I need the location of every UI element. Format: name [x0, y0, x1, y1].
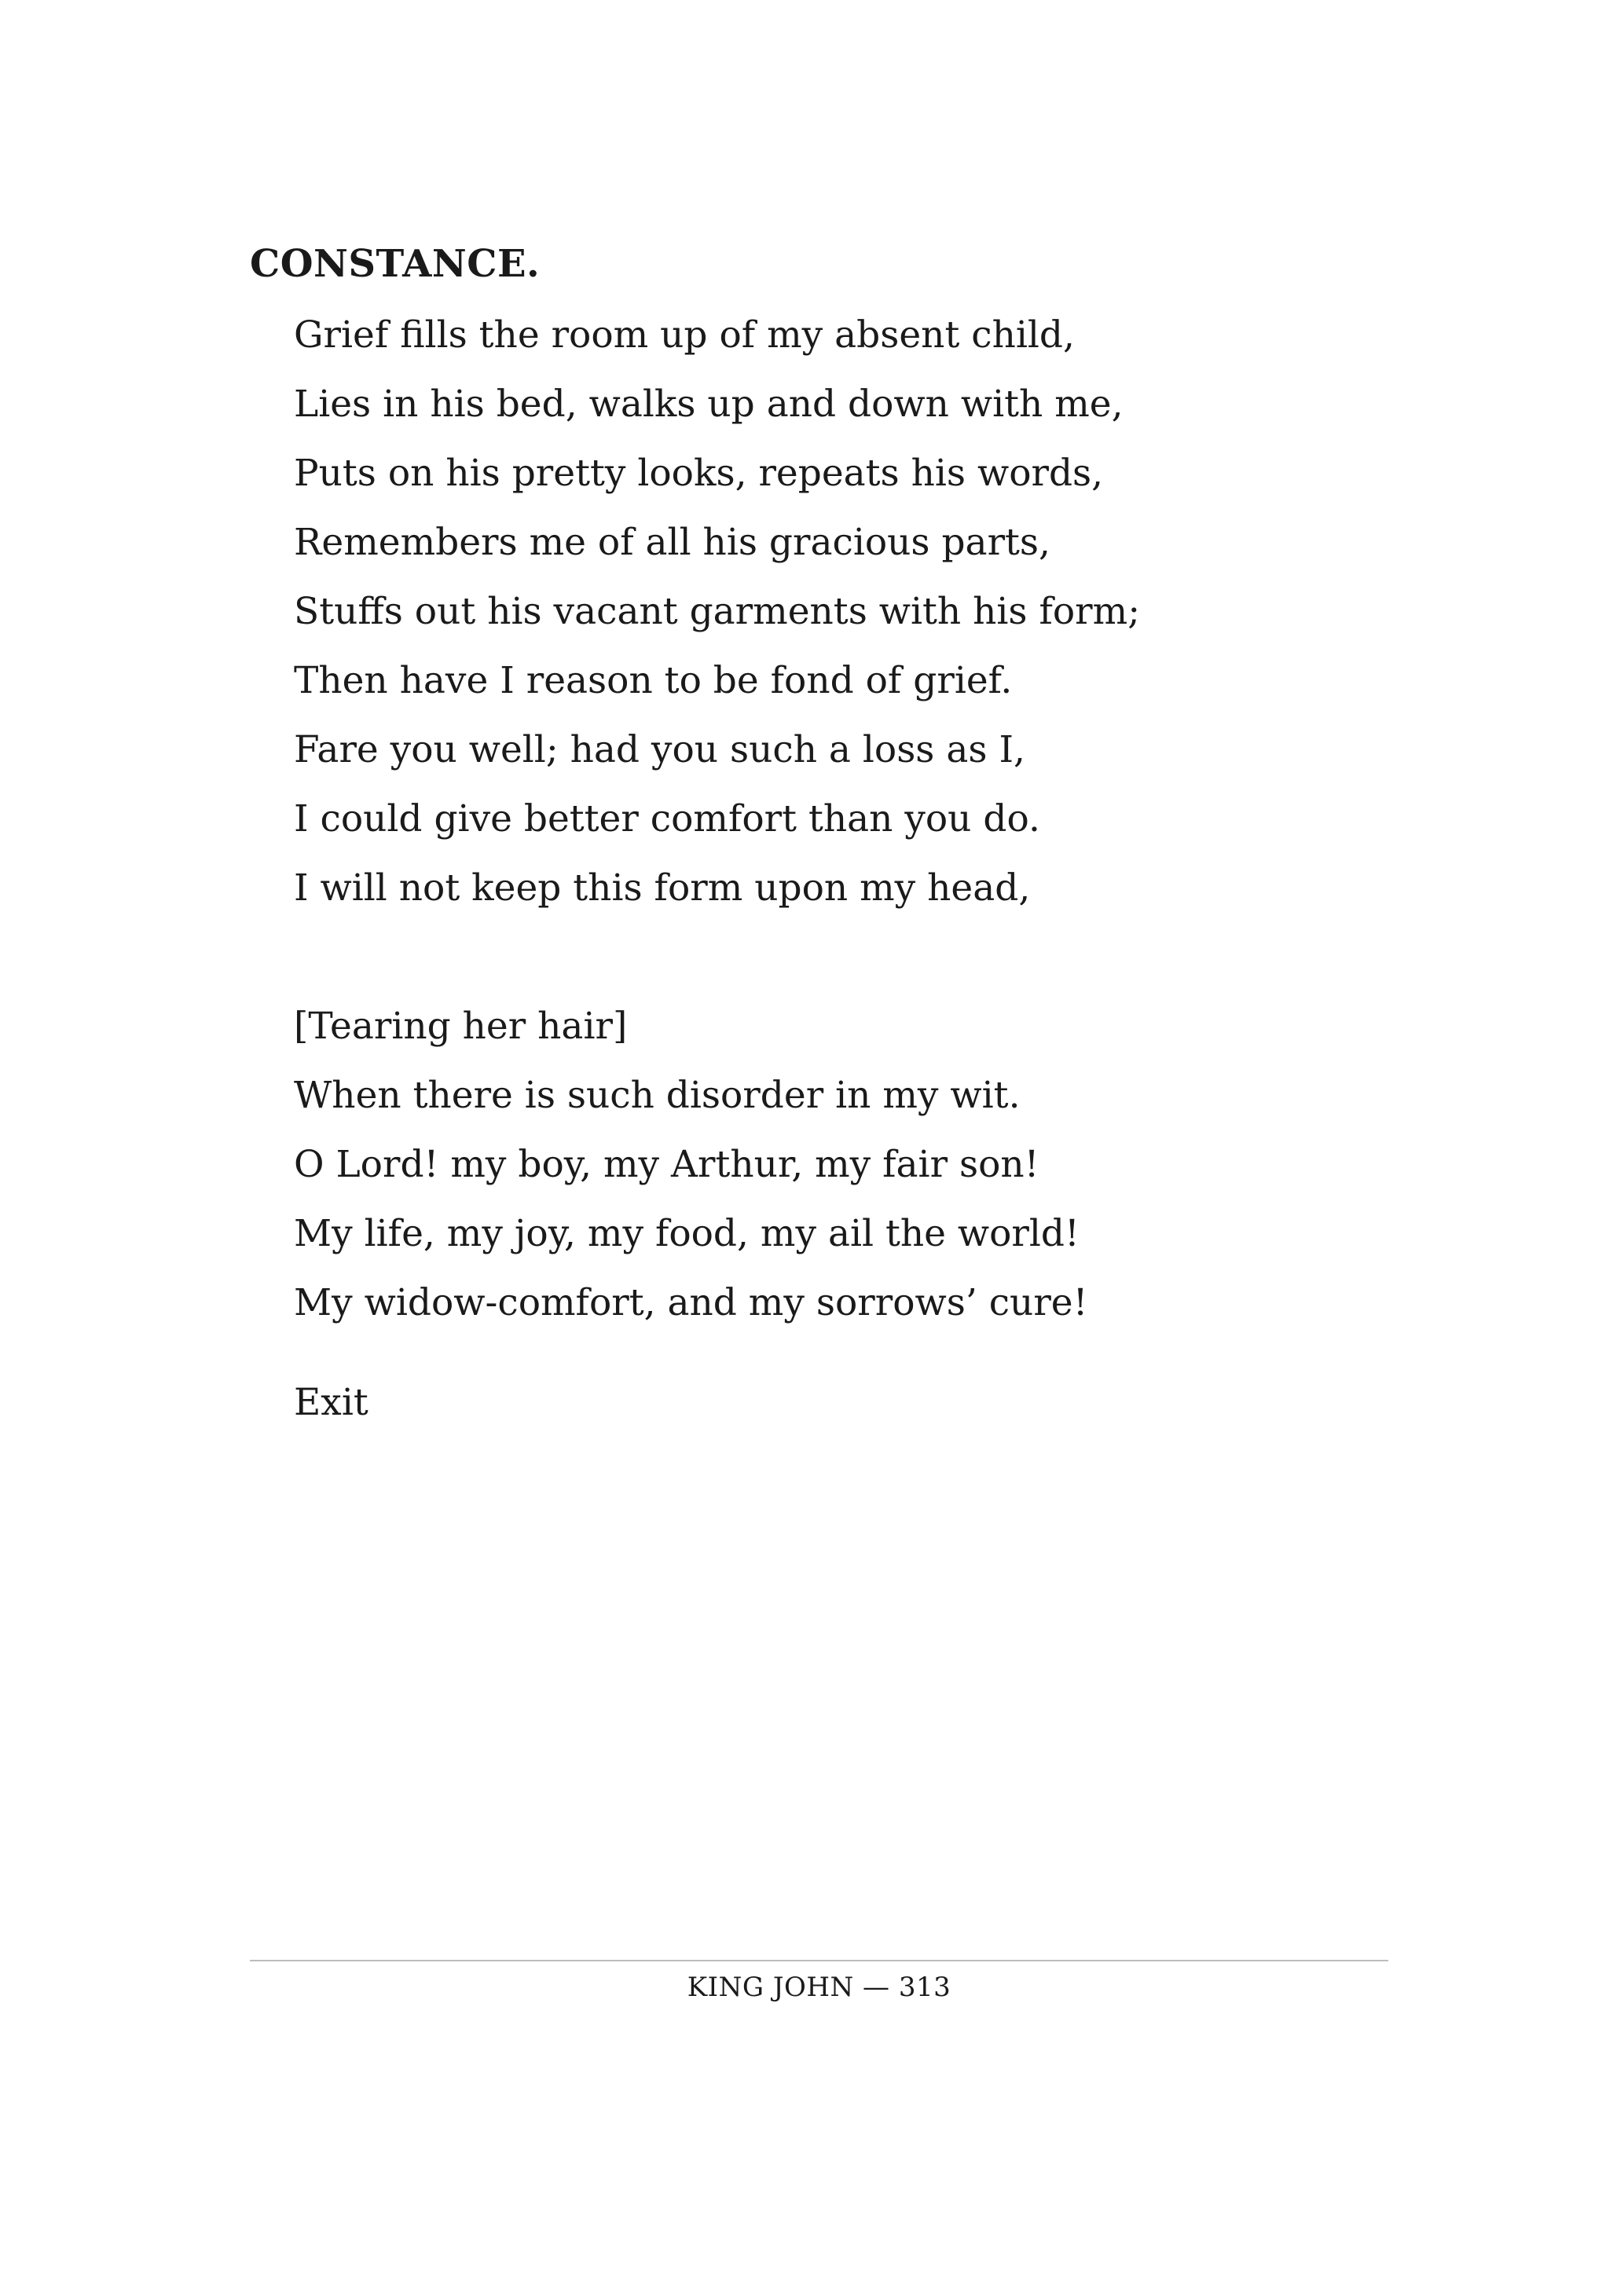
verse-line: I could give better comfort than you do. — [294, 797, 1040, 840]
verse-line: Grief fills the room up of my absent child, — [294, 313, 1075, 357]
running-footer: KING JOHN — 313 — [687, 1972, 951, 2003]
verse-line: Remembers me of all his gracious parts, — [294, 521, 1050, 564]
verse-line: Lies in his bed, walks up and down with me, — [294, 383, 1124, 426]
verse-line: My widow-comfort, and my sorrows’ cure! — [294, 1281, 1088, 1324]
verse-line: Fare you well; had you such a loss as I, — [294, 728, 1025, 771]
verse-line: When there is such disorder in my wit. — [294, 1074, 1021, 1117]
footer-divider — [250, 1960, 1388, 1961]
verse-line: O Lord! my boy, my Arthur, my fair son! — [294, 1143, 1039, 1186]
verse-line: Stuffs out his vacant garments with his form; — [294, 590, 1141, 633]
verse-line: Then have I reason to be fond of grief. — [294, 659, 1013, 702]
stage-direction: [Tearing her hair] — [294, 1005, 628, 1048]
speaker-name: CONSTANCE. — [250, 242, 541, 286]
verse-line: My life, my joy, my food, my ail the world! — [294, 1212, 1080, 1255]
verse-line: I will not keep this form upon my head, — [294, 866, 1031, 910]
verse-line: Puts on his pretty looks, repeats his words, — [294, 452, 1104, 495]
exit-direction: Exit — [294, 1381, 368, 1424]
